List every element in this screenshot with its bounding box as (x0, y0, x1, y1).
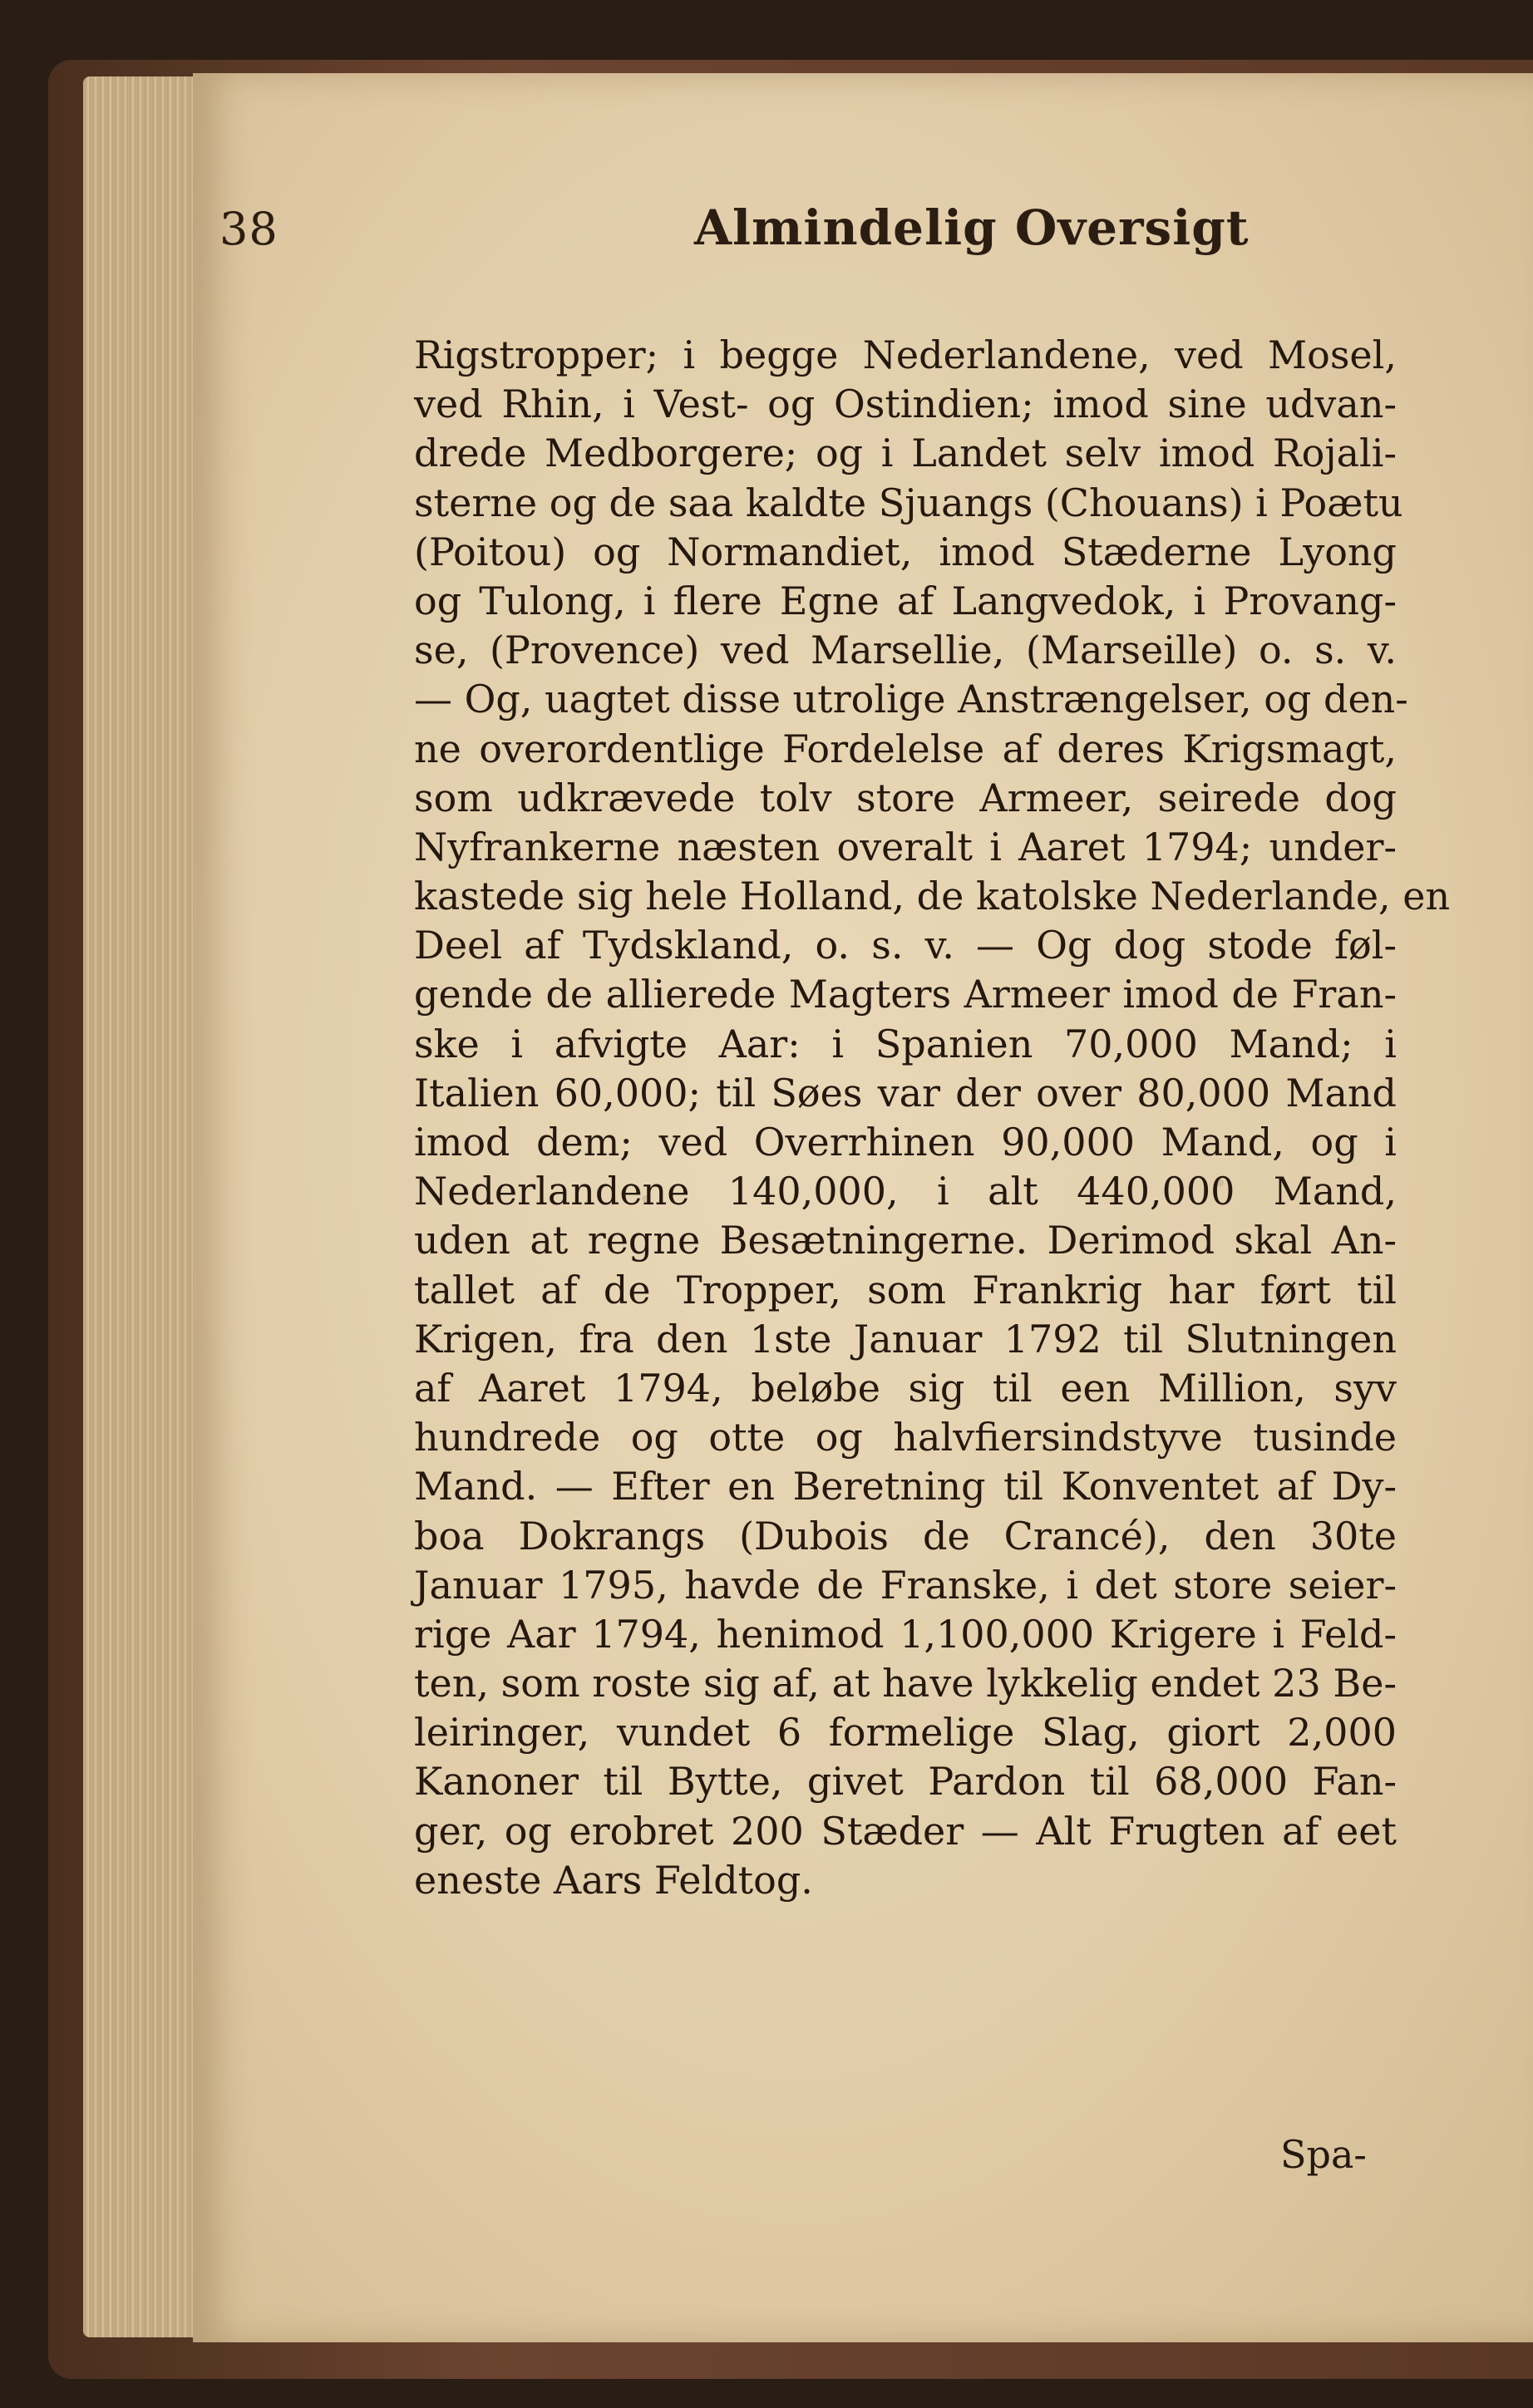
text-line: Italien 60,000; til Søes var der over 80,000 Mand (414, 1070, 1397, 1115)
text-line: ske i afvigte Aar: i Spanien 70,000 Mand; i (414, 1021, 1397, 1066)
page-edges (83, 76, 208, 2337)
text-line: sterne og de saa kaldte Sjuangs (Chouans) i Poætu (414, 480, 1403, 525)
text-line: (Poitou) og Normandiet, imod Stæderne Lyong (414, 529, 1397, 574)
page-number: 38 (219, 203, 279, 255)
body-text (414, 331, 1451, 1905)
text-line: boa Dokrangs (Dubois de Crancé), den 30te (414, 1513, 1397, 1559)
text-line: se, (Provence) ved Marsellie, (Marseille) o. s. v. (414, 628, 1397, 673)
text-line: leiringer, vundet 6 formelige Slag, giort 2,000 (414, 1710, 1397, 1756)
text-line: ne overordentlige Fordelelse af deres Krigsmagt, (414, 726, 1397, 771)
text-line: drede Medborgere; og i Landet selv imod Rojali- (414, 431, 1397, 476)
text-line: Krigen, fra den 1ste Januar 1792 til Slutningen (414, 1316, 1397, 1362)
text-line: Rigstropper; i begge Nederlandene, ved Mosel, (414, 332, 1397, 377)
text-line: Kanoner til Bytte, givet Pardon til 68,000 Fan- (414, 1759, 1397, 1805)
page-header (216, 133, 1430, 256)
text-line: imod dem; ved Overrhinen 90,000 Mand, og i (414, 1120, 1397, 1165)
text-line: ger, og erobret 200 Stæder — Alt Frugten af eet (414, 1808, 1397, 1854)
text-line: tallet af de Tropper, som Frankrig har ført til (414, 1267, 1397, 1312)
text-line: rige Aar 1794, henimod 1,100,000 Krigere i Feld- (414, 1611, 1397, 1657)
text-line: kastede sig hele Holland, de katolske Nederlande, en (414, 874, 1451, 919)
text-line: og Tulong, i flere Egne af Langvedok, i Provang- (414, 578, 1397, 623)
text-line: som udkrævede tolv store Armeer, seirede dog (414, 775, 1397, 820)
text-line: Deel af Tydskland, o. s. v. — Og dog stode føl- (414, 923, 1397, 968)
text-line: ten, som roste sig af, at have lykkelig endet 23 Be- (414, 1661, 1397, 1706)
text-line: — Og, uagtet disse utrolige Anstrængelser, og den- (414, 677, 1408, 722)
text-line: Nederlandene 140,000, i alt 440,000 Mand, (414, 1169, 1397, 1214)
text-line: Mand. — Efter en Beretning til Konventet af Dy- (414, 1464, 1397, 1509)
text-line: hundrede og otte og halvfiersindstyve tusinde (414, 1415, 1397, 1460)
text-line: eneste Aars Feldtog. (414, 1857, 813, 1903)
text-line: Nyfrankerne næsten overalt i Aaret 1794; under- (414, 824, 1397, 869)
text-line: uden at regne Besætningerne. Derimod skal An- (414, 1218, 1397, 1263)
text-line: af Aaret 1794, beløbe sig til een Million, syv (414, 1365, 1397, 1411)
text-line: ved Rhin, i Vest- og Ostindien; imod sine udvan- (414, 382, 1397, 427)
text-line: Januar 1795, havde de Franske, i det store seier- (414, 1562, 1397, 1608)
running-title: Almindelig Oversigt (694, 199, 1250, 256)
catchword: Spa- (1280, 2132, 1367, 2177)
text-line: gende de allierede Magters Armeer imod de Fran- (414, 972, 1397, 1017)
